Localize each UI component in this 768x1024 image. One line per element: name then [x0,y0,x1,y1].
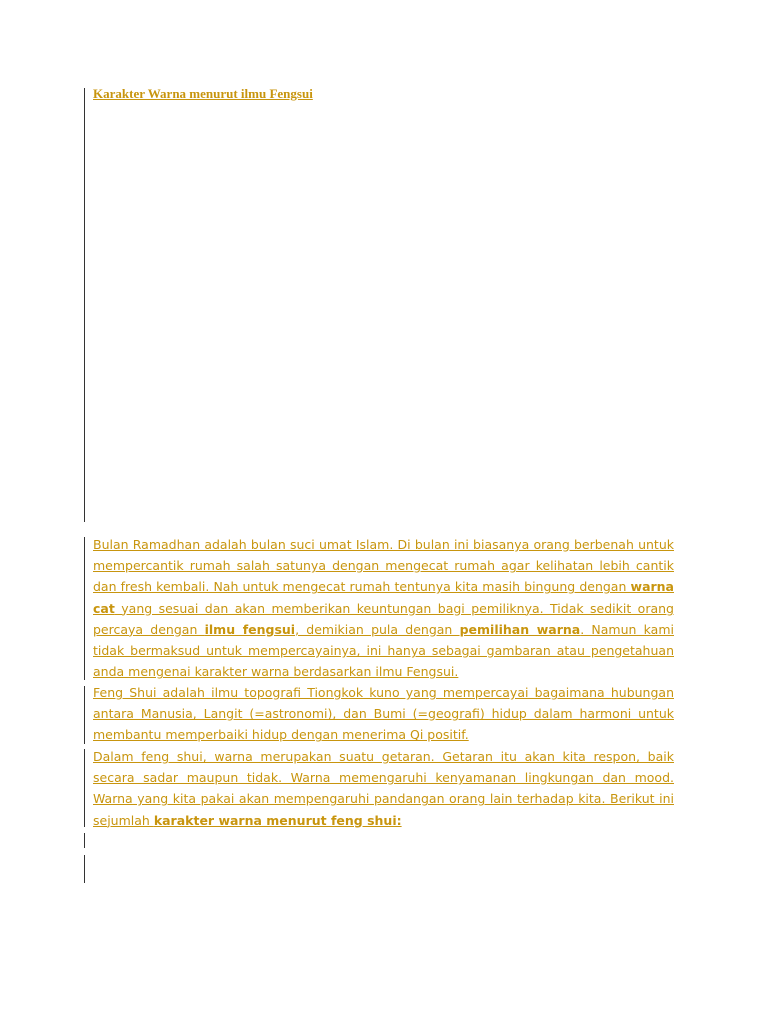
paragraph-link[interactable]: Dalam feng shui, warna merupakan suatu getaran. Getaran itu akan kita respon, baik secara sadar maupun tidak. Warna memengaruhi kenyamanan lingkungan dan mood. Warna yang kita pakai akan mempengaruhi pandangan orang lain terhadap kita. Berikut ini sejumlah [93,749,674,828]
paragraph-link[interactable]: Bulan Ramadhan adalah bulan suci umat Islam. Di bulan ini biasanya orang berbenah untuk mempercantik rumah salah satunya dengan mengecat rumah agar kelihatan lebih cantik dan fresh kembali. Nah untuk mengecat rumah tentunya kita masih bingung dengan [93,537,674,595]
paragraph-link[interactable]: . Namun kami tidak bermaksud untuk mempercayainya, ini hanya sebagai gambaran atau pengetahuan anda mengenai karakter warna berdasarkan ilmu Fengsui. [93,621,674,680]
bold-link-ilmu-fengsui[interactable] [205,622,295,637]
paragraph-link[interactable]: Feng Shui adalah ilmu topografi Tiongkok kuno yang mempercayai bagaimana hubungan antara Manusia, Langit (=astronomi), dan Bumi (=geografi) hidup dalam harmoni untuk membantu memperbaiki hidup dengan menerima Qi positif. [93,685,674,743]
bold-text: karakter warna menurut feng shui: [153,812,402,828]
margin-bar [84,833,85,848]
paragraph-link[interactable]: , demikian pula dengan [295,621,460,637]
paragraph-warna-getaran [93,746,674,831]
bold-text: ilmu fengsui [204,621,296,637]
margin-bar [84,537,85,680]
paragraph-feng-shui-definition [93,682,674,746]
margin-bar [84,749,85,827]
paragraph-ramadhan [93,534,674,682]
margin-bar [84,88,85,522]
bold-text: warna cat [93,579,674,616]
paragraph-link[interactable]: yang sesuai dan akan memberikan keuntungan bagi pemiliknya. Tidak sedikit orang percaya dengan [93,600,674,637]
bold-link-pemilihan-warna[interactable] [460,622,581,637]
margin-bar [84,686,85,744]
document-title-link[interactable]: Karakter Warna menurut ilmu Fengsui [93,86,313,101]
margin-bar [84,855,85,883]
bold-link-karakter-warna[interactable] [154,813,402,828]
bold-text: pemilihan warna [459,621,581,637]
